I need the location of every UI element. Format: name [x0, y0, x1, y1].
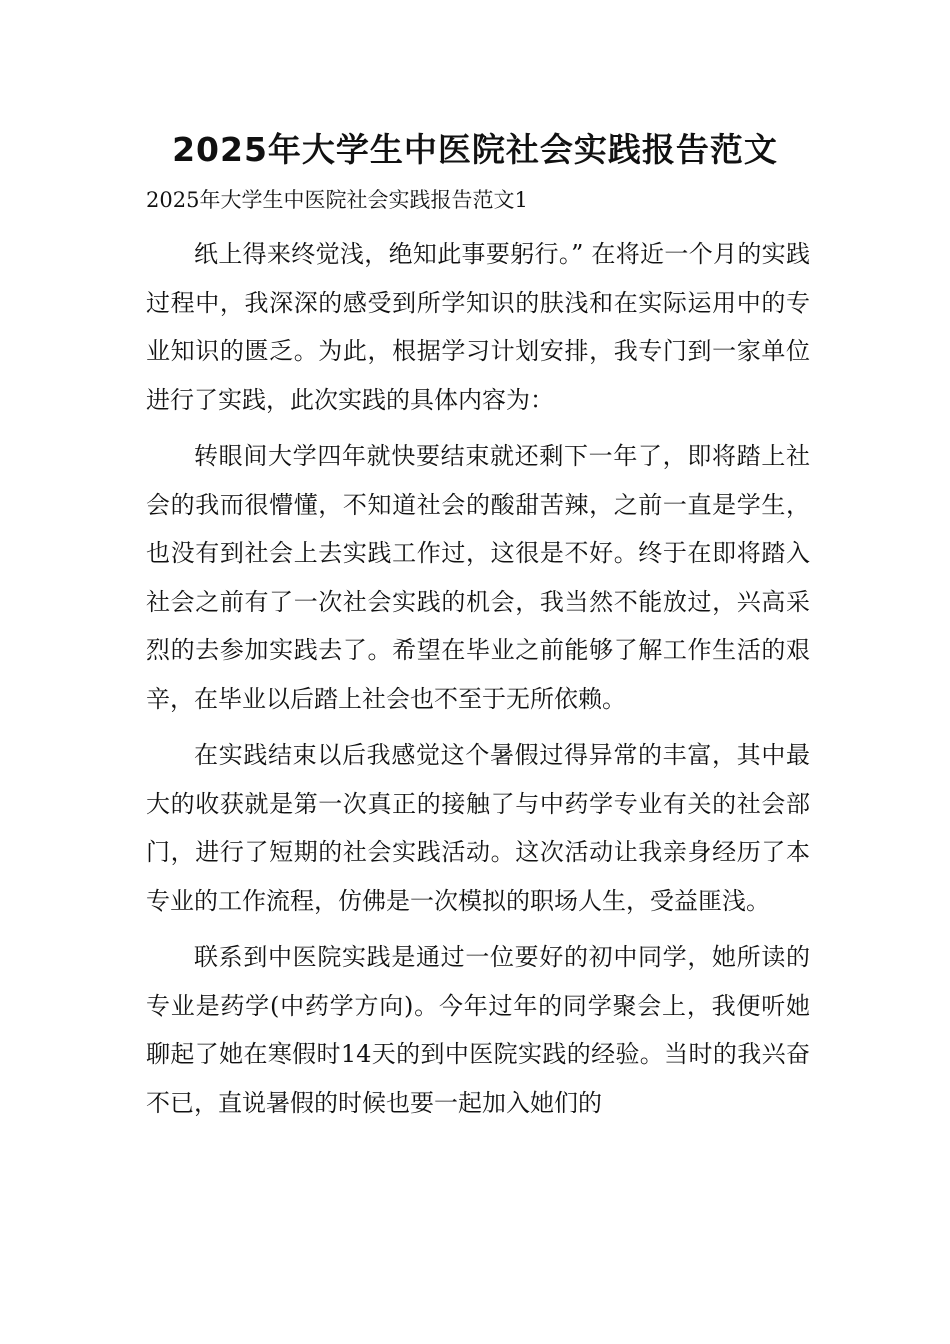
paragraph-1: 纸上得来终觉浅，绝知此事要躬行。” 在将近一个月的实践过程中，我深深的感受到所学知识的肤浅和在实际运用中的专业知识的匮乏。为此，根据学习计划安排，我专门到一家单位进行了实践，此次实践的具体内容为： [146, 240, 810, 414]
document-body [146, 230, 810, 1127]
document-title: 2025年大学生中医院社会实践报告范文 [172, 130, 778, 169]
section-heading: 2025年大学生中医院社会实践报告范文1 [146, 188, 528, 212]
paragraph-4: 联系到中医院实践是通过一位要好的初中同学，她所读的专业是药学(中药学方向)。今年过年的同学聚会上，我便听她聊起了她在寒假时14天的到中医院实践的经验。当时的我兴奋不已，直说暑假的时候也要一起加入她们的 [146, 943, 810, 1117]
paragraph-3: 在实践结束以后我感觉这个暑假过得异常的丰富，其中最大的收获就是第一次真正的接触了与中药学专业有关的社会部门，进行了短期的社会实践活动。这次活动让我亲身经历了本专业的工作流程，仿佛是一次模拟的职场人生，受益匪浅。 [146, 741, 810, 915]
paragraph-2: 转眼间大学四年就快要结束就还剩下一年了，即将踏上社会的我而很懵懂，不知道社会的酸甜苦辣，之前一直是学生，也没有到社会上去实践工作过，这很是不好。终于在即将踏入社会之前有了一次社会实践的机会，我当然不能放过，兴高采烈的去参加实践去了。希望在毕业之前能够了解工作生活的艰辛，在毕业以后踏上社会也不至于无所依赖。 [146, 442, 810, 713]
